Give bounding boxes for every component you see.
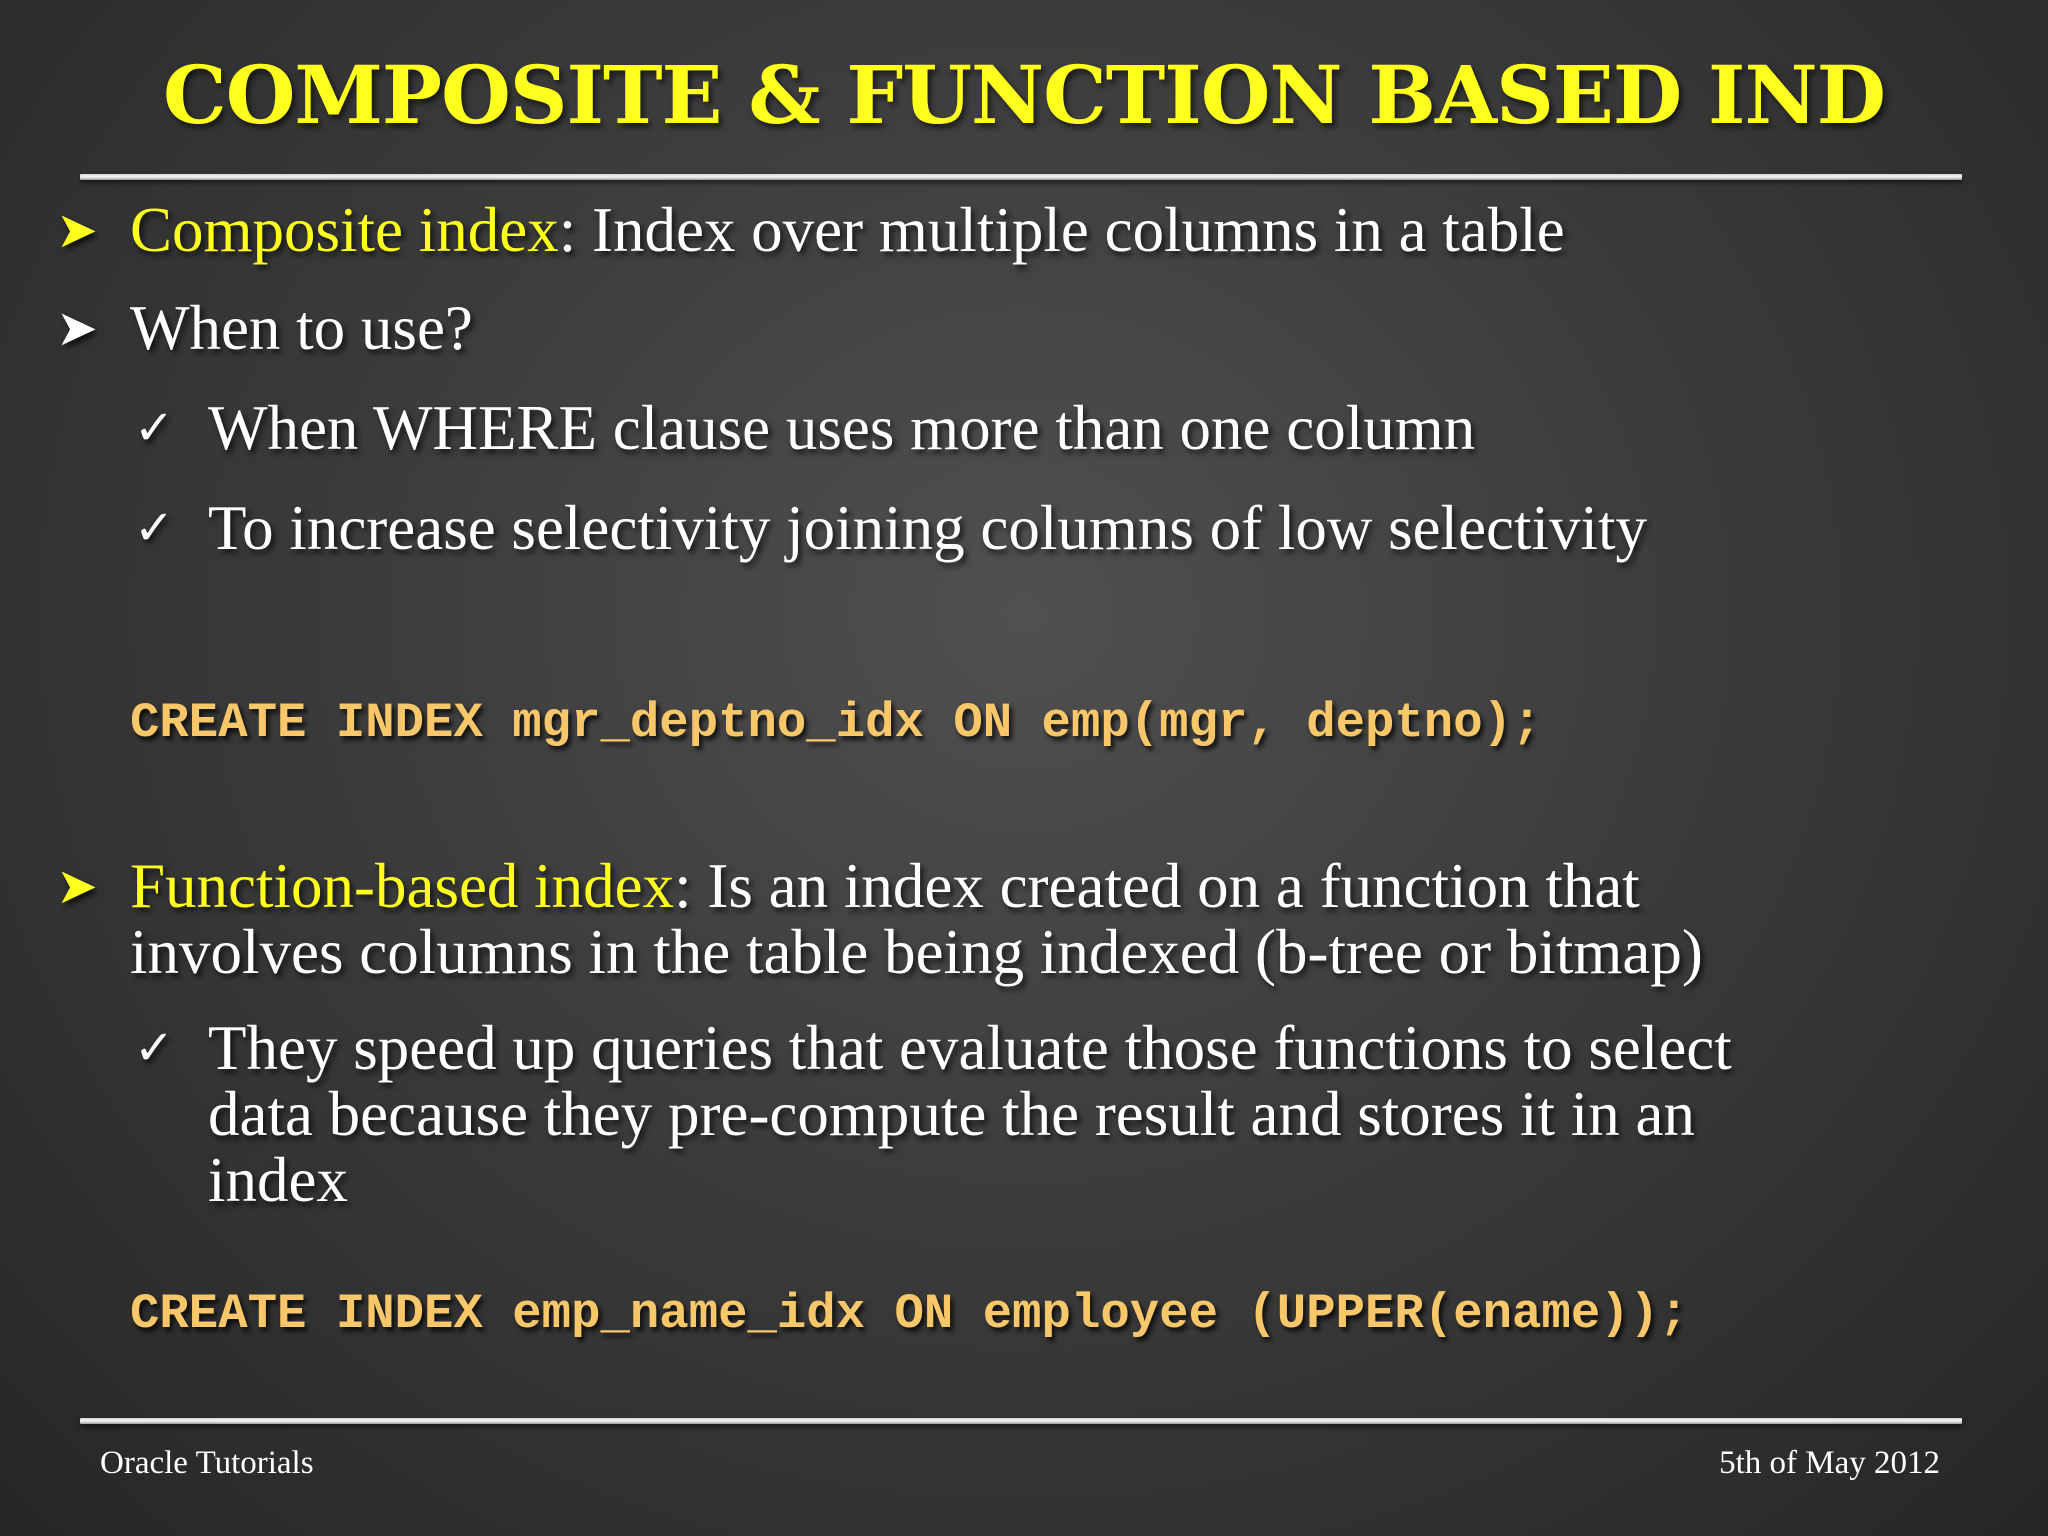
function-item-line-3: index bbox=[208, 1145, 348, 1215]
slide-title: COMPOSITE & FUNCTION BASED IND bbox=[163, 48, 1885, 142]
top-divider bbox=[80, 174, 1962, 180]
function-item-line-1: They speed up queries that evaluate those functions to select bbox=[208, 1013, 1732, 1083]
bullet-composite bbox=[130, 195, 1565, 265]
bullet-when-to-use: When to use? bbox=[130, 293, 473, 363]
arrow-bullet-icon: ➤ bbox=[56, 299, 98, 357]
footer-source: Oracle Tutorials bbox=[100, 1445, 314, 1481]
term-function-based-index: Function-based index bbox=[130, 851, 675, 921]
arrow-bullet-icon: ➤ bbox=[56, 201, 98, 259]
arrow-bullet-icon: ➤ bbox=[56, 857, 98, 915]
when-item-1: When WHERE clause uses more than one column bbox=[208, 393, 1476, 463]
checkmark-icon: ✓ bbox=[134, 500, 175, 556]
code-function-based-index: CREATE INDEX emp_name_idx ON employee (UPPER(ename)); bbox=[130, 1286, 1689, 1342]
checkmark-icon: ✓ bbox=[134, 1020, 175, 1076]
bottom-divider bbox=[80, 1418, 1962, 1424]
bullet-function-line-1 bbox=[130, 851, 1640, 921]
bullet-function-line-2: involves columns in the table being indexed (b-tree or bitmap) bbox=[130, 917, 1703, 987]
bullet-composite-text: : Index over multiple columns in a table bbox=[558, 195, 1565, 265]
bullet-function-text: : Is an index created on a function that bbox=[674, 851, 1640, 921]
footer-date: 5th of May 2012 bbox=[1719, 1445, 1940, 1481]
term-composite-index: Composite index bbox=[130, 195, 559, 265]
function-item-line-2: data because they pre-compute the result and stores it in an bbox=[208, 1079, 1695, 1149]
checkmark-icon: ✓ bbox=[134, 400, 175, 456]
when-item-2: To increase selectivity joining columns of low selectivity bbox=[208, 493, 1648, 563]
code-composite-index: CREATE INDEX mgr_deptno_idx ON emp(mgr, deptno); bbox=[130, 695, 1542, 751]
